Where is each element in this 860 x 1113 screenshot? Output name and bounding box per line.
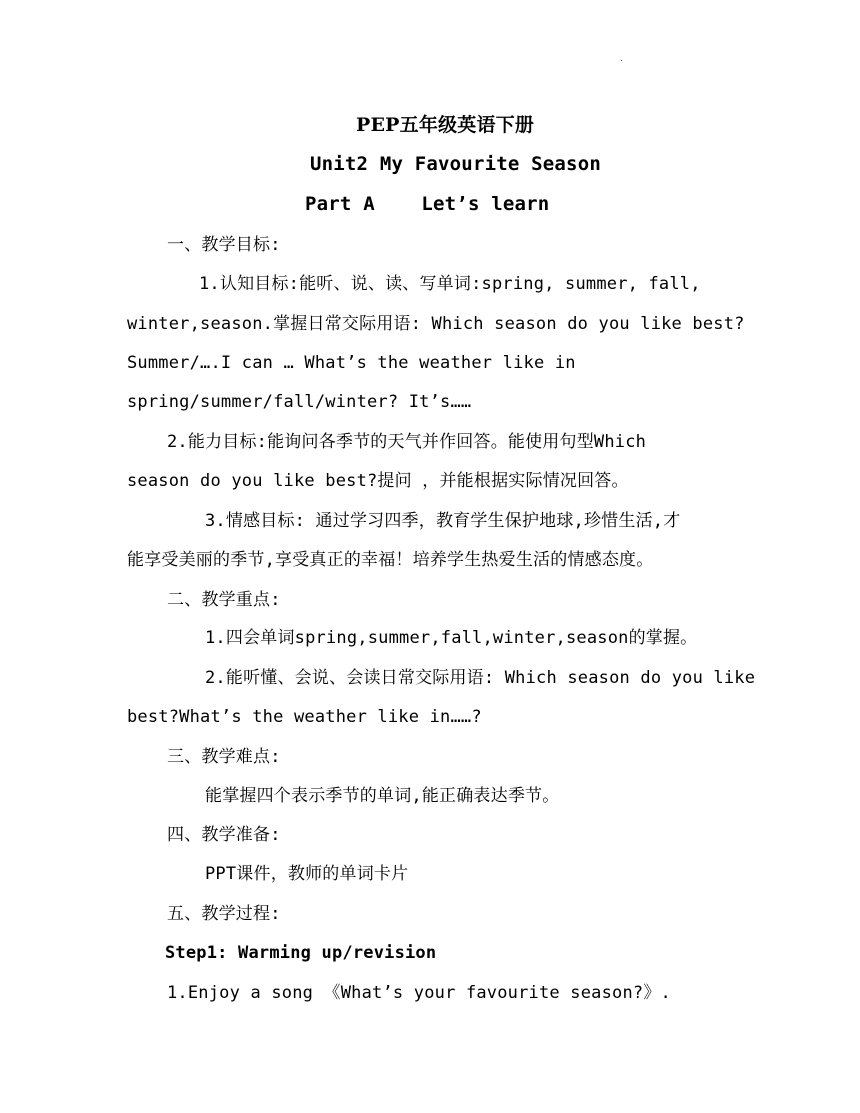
objective-2-line-2: season do you like best?提问 ，并能根据实际情况回答。 [127,471,629,491]
section-heading-objectives: 一、教学目标: [167,235,281,255]
preparation-text: PPT课件，教师的单词卡片 [205,864,409,884]
objective-2-line-1: 2.能力目标:能询问各季节的天气并作回答。能使用句型Which [167,432,647,452]
key-point-2-line-2: best?What’s the weather like in……? [127,707,482,727]
step-1-item-1: 1.Enjoy a song 《What’s your favourite season?》. [167,983,671,1003]
key-point-1: 1.四会单词spring,summer,fall,winter,season的掌握。 [205,628,698,648]
key-point-2-line-1: 2.能听懂、会说、会读日常交际用语: Which season do you like [205,668,756,688]
objective-1-line-2: winter,season.掌握日常交际用语: Which season do you like best? [127,314,745,334]
section-heading-difficulties: 三、教学难点: [167,747,281,767]
page-mark: . [619,54,624,63]
step-1-heading: Step1: Warming up/revision [165,943,437,963]
objective-3-line-2: 能享受美丽的季节,享受真正的幸福！培养学生热爱生活的情感态度。 [127,550,654,570]
document-title: PEP五年级英语下册 [356,114,535,136]
difficulty-text: 能掌握四个表示季节的单词,能正确表达季节。 [205,786,560,806]
section-heading-preparation: 四、教学准备: [167,825,281,845]
section-heading-key-points: 二、教学重点: [167,590,281,610]
part-title: Part A Let’s learn [305,193,550,215]
objective-1-line-3: Summer/….I can … What’s the weather like in [127,353,576,373]
objective-3-line-1: 3.情感目标: 通过学习四季，教育学生保护地球,珍惜生活,才 [205,511,681,531]
unit-title: Unit2 My Favourite Season [310,153,601,175]
section-heading-procedure: 五、教学过程: [167,904,281,924]
objective-1-line-4: spring/summer/fall/winter? It’s…… [127,392,472,412]
objective-1-line-1: 1.认知目标:能听、说、读、写单词:spring, summer, fall, [199,274,701,294]
